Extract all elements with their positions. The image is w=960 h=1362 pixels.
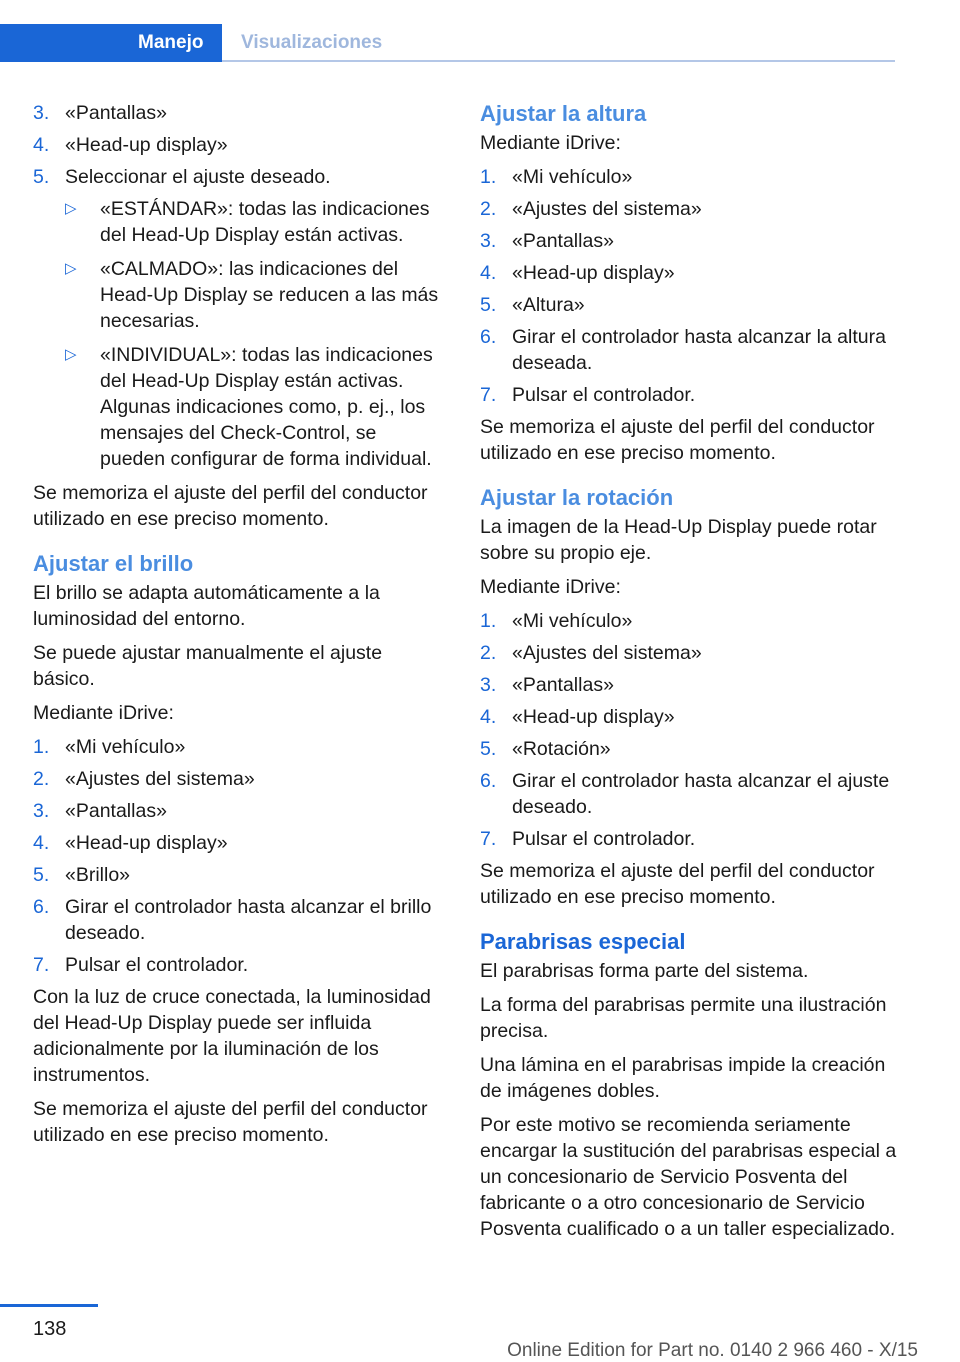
paragraph: Una lámina en el parabrisas impide la creación de imágenes dobles. [480, 1054, 886, 1102]
list-item: 5. «Altura» [480, 294, 585, 316]
list-item: 6. Girar el controlador hasta alcanzar el brillo deseado. [33, 896, 432, 944]
footer-rule [0, 1304, 98, 1307]
chapter-header [0, 24, 895, 62]
paragraph: Mediante iDrive: [33, 702, 174, 724]
list-item: 4. «Head-up display» [33, 134, 228, 156]
paragraph: Mediante iDrive: [480, 132, 621, 154]
paragraph: Con la luz de cruce conectada, la luminosidad del Head-Up Display puede ser influida adicionalmente por la iluminación de los instrumentos. [33, 986, 431, 1086]
list-item: 6. Girar el controlador hasta alcanzar el ajuste deseado. [480, 770, 890, 818]
list-item: 5. «Rotación» [480, 738, 611, 760]
section-heading-brillo: Ajustar el brillo [33, 551, 194, 576]
paragraph: La imagen de la Head-Up Display puede rotar sobre su propio eje. [480, 516, 877, 564]
list-item: 3. «Pantallas» [480, 230, 614, 252]
section-heading-altura: Ajustar la altura [480, 101, 647, 126]
paragraph: Se memoriza el ajuste del perfil del conductor utilizado en ese preciso momento. [33, 482, 428, 530]
tab-visualizaciones[interactable]: Visualizaciones [241, 32, 383, 53]
tab-manejo[interactable]: Manejo [0, 24, 222, 62]
list-item: 6. Girar el controlador hasta alcanzar la altura deseada. [480, 326, 886, 374]
page-number: 138 [33, 1318, 67, 1340]
list-item: 4. «Head-up display» [480, 262, 675, 284]
paragraph: Mediante iDrive: [480, 576, 621, 598]
steps-list-display [33, 100, 445, 190]
list-item: 3. «Pantallas» [480, 674, 614, 696]
section-heading-rotacion: Ajustar la rotación [480, 485, 674, 510]
list-item: 7. Pulsar el controlador. [33, 954, 249, 976]
list-item: ▷ «CALMADO»: las indicaciones del Head-Up Display se reducen a las más necesarias. [65, 258, 439, 332]
list-item: 2. «Ajustes del sistema» [33, 768, 255, 790]
list-item: 4. «Head-up display» [480, 706, 675, 728]
paragraph: Se memoriza el ajuste del perfil del conductor utilizado en ese preciso momento. [480, 860, 875, 908]
list-item: ▷ «INDIVIDUAL»: todas las indicaciones del Head-Up Display están activas. Algunas indicaciones como, p. ej., los mensajes del Check-Control, se pueden configurar de forma individual. [65, 344, 433, 470]
paragraph: Por este motivo se recomienda seriamente encargar la sustitución del parabrisas especial a un concesionario de Servicio Posventa del fabricante o a otro concesionario de Servicio Posventa cualificado o a un taller especializado. [480, 1114, 897, 1240]
list-item: 1. «Mi vehículo» [480, 610, 633, 632]
options-list [33, 196, 445, 472]
paragraph: La forma del parabrisas permite una ilustración precisa. [480, 994, 887, 1042]
list-item: 1. «Mi vehículo» [33, 736, 186, 758]
list-item: 3. «Pantallas» [33, 102, 167, 124]
list-item: 5. Seleccionar el ajuste deseado. [33, 166, 331, 188]
section-heading-parabrisas: Parabrisas especial [480, 929, 686, 954]
list-item: 3. «Pantallas» [33, 800, 167, 822]
steps-list-altura [480, 164, 898, 408]
triangle-bullet-icon: ▷ [65, 260, 77, 277]
paragraph: El parabrisas forma parte del sistema. [480, 960, 809, 982]
list-item: 2. «Ajustes del sistema» [480, 642, 702, 664]
left-column [33, 100, 445, 1156]
list-item: 5. «Brillo» [33, 864, 131, 886]
list-item: 4. «Head-up display» [33, 832, 228, 854]
triangle-bullet-icon: ▷ [65, 346, 77, 363]
steps-list-brillo [33, 734, 445, 978]
right-column [480, 100, 898, 1250]
list-item: 7. Pulsar el controlador. [480, 828, 696, 850]
paragraph: El brillo se adapta automáticamente a la luminosidad del entorno. [33, 582, 380, 630]
list-item: ▷ «ESTÁNDAR»: todas las indicaciones del Head-Up Display están activas. [65, 198, 430, 246]
paragraph: Se puede ajustar manualmente el ajuste básico. [33, 642, 383, 690]
list-item: 1. «Mi vehículo» [480, 166, 633, 188]
steps-list-rotacion [480, 608, 898, 852]
triangle-bullet-icon: ▷ [65, 200, 77, 217]
paragraph: Se memoriza el ajuste del perfil del conductor utilizado en ese preciso momento. [480, 416, 875, 464]
paragraph: Se memoriza el ajuste del perfil del conductor utilizado en ese preciso momento. [33, 1098, 428, 1146]
list-item: 2. «Ajustes del sistema» [480, 198, 702, 220]
list-item: 7. Pulsar el controlador. [480, 384, 696, 406]
edition-footer: Online Edition for Part no. 0140 2 966 460 - X/15 [507, 1340, 918, 1361]
